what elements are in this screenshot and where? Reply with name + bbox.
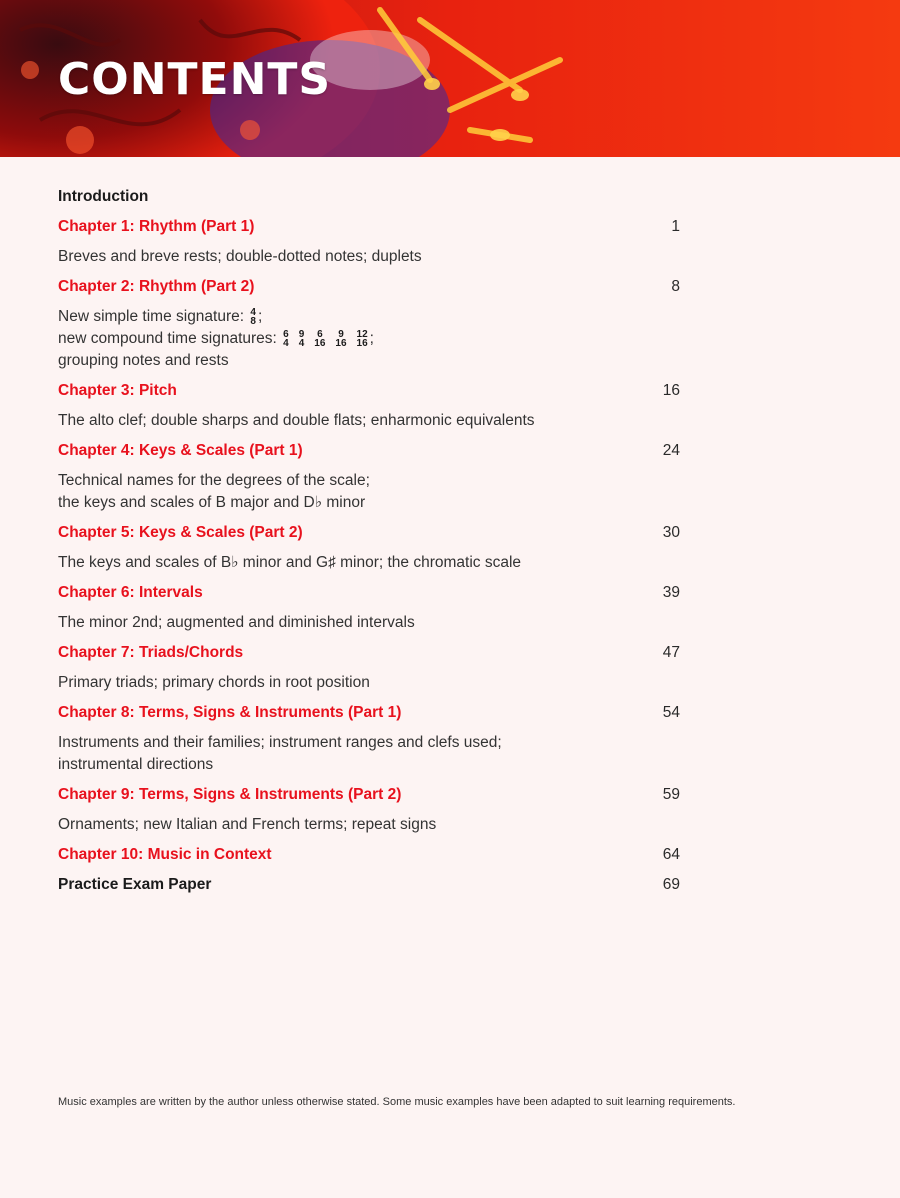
page-number: 16: [662, 382, 680, 399]
chapter-title[interactable]: Chapter 1: Rhythm (Part 1): [58, 218, 255, 235]
page-number: 54: [662, 704, 680, 721]
time-signature-4-8: [250, 308, 256, 326]
chapter-title[interactable]: Chapter 7: Triads/Chords: [58, 644, 244, 661]
description-line: Technical names for the degrees of the scale;: [58, 472, 370, 489]
time-sig-bottom: 4: [298, 337, 305, 349]
time-signature: [283, 330, 289, 348]
chapter-title[interactable]: Chapter 3: Pitch: [58, 382, 177, 399]
description-line: Primary triads; primary chords in root position: [58, 674, 370, 691]
chapter-title[interactable]: Chapter 9: Terms, Signs & Instruments (Part 2): [58, 786, 402, 803]
chapter-description: [58, 306, 680, 372]
time-signature: [357, 330, 368, 348]
time-signature: [335, 330, 346, 348]
table-of-contents: [58, 186, 680, 904]
footer-note: Music examples are written by the author unless otherwise stated. Some music examples have been adapted to suit learning requirements.: [58, 1096, 736, 1108]
page-number: 69: [662, 876, 680, 893]
description-line: the keys and scales of B major and D♭ minor: [58, 494, 366, 511]
chapter-description: [58, 672, 680, 694]
description-line: Breves and breve rests; double-dotted notes; duplets: [58, 248, 422, 265]
toc-entry-chapter-8[interactable]: [58, 702, 680, 732]
chapter-title[interactable]: Chapter 10: Music in Context: [58, 846, 272, 863]
time-sig-top: 4: [250, 306, 256, 318]
chapter-description: [58, 732, 680, 776]
page-number: 39: [662, 584, 680, 601]
chapter-description: [58, 246, 680, 268]
toc-entry-chapter-2[interactable]: [58, 276, 680, 306]
description-line: grouping notes and rests: [58, 352, 229, 369]
toc-entry-introduction[interactable]: [58, 186, 680, 216]
toc-entry-chapter-10[interactable]: [58, 844, 680, 874]
page-number: 1: [671, 218, 680, 235]
time-sig-bottom: 16: [356, 337, 368, 349]
page-number: 30: [662, 524, 680, 541]
chapter-description: [58, 612, 680, 634]
toc-entry-chapter-4[interactable]: [58, 440, 680, 470]
time-sig-top: 6: [283, 328, 289, 340]
page-number: 59: [662, 786, 680, 803]
page-number: 64: [662, 846, 680, 863]
chapter-title[interactable]: Chapter 8: Terms, Signs & Instruments (Part 1): [58, 704, 402, 721]
toc-entry-chapter-6[interactable]: [58, 582, 680, 612]
time-sig-top: 9: [298, 328, 305, 340]
time-sig-bottom: 4: [283, 337, 289, 349]
chapter-description: [58, 552, 680, 574]
description-line: Instruments and their families; instrument ranges and clefs used;: [58, 734, 502, 751]
header-banner: [0, 0, 900, 157]
page-number: 8: [671, 278, 680, 295]
time-sig-bottom: 8: [250, 315, 256, 327]
toc-entry-practice-exam[interactable]: [58, 874, 680, 904]
description-line: instrumental directions: [58, 756, 214, 773]
time-sig-top: 9: [338, 328, 344, 340]
time-sig-bottom: 16: [314, 337, 326, 349]
chapter-description: [58, 814, 680, 836]
chapter-description: [58, 410, 680, 432]
toc-entry-chapter-7[interactable]: [58, 642, 680, 672]
toc-entry-chapter-1[interactable]: [58, 216, 680, 246]
chapter-description: [58, 470, 680, 514]
chapter-title[interactable]: Chapter 6: Intervals: [58, 584, 203, 601]
description-line: The keys and scales of B♭ minor and G♯ minor; the chromatic scale: [58, 554, 522, 571]
description-line: New simple time signature: 4 8 ;: [58, 306, 263, 327]
page-title: CONTENTS: [58, 54, 332, 105]
toc-entry-chapter-9[interactable]: [58, 784, 680, 814]
description-text: New simple time signature:: [58, 308, 245, 325]
time-signature: [314, 330, 325, 348]
description-line: Ornaments; new Italian and French terms; repeat signs: [58, 816, 437, 833]
description-text: new compound time signatures:: [58, 330, 277, 347]
time-sig-top: 6: [317, 328, 323, 340]
time-sig-top: 12: [356, 328, 368, 340]
description-line: new compound time signatures: 6 4 9 4 6 16 9 16 12 16 ;: [58, 328, 374, 349]
time-signature: [299, 330, 305, 348]
toc-entry-chapter-5[interactable]: [58, 522, 680, 552]
page-number: 24: [662, 442, 680, 459]
chapter-title[interactable]: Chapter 4: Keys & Scales (Part 1): [58, 442, 303, 459]
practice-exam-title[interactable]: Practice Exam Paper: [58, 876, 212, 893]
description-line: The alto clef; double sharps and double flats; enharmonic equivalents: [58, 412, 535, 429]
time-sig-bottom: 16: [335, 337, 347, 349]
chapter-title[interactable]: Chapter 5: Keys & Scales (Part 2): [58, 524, 303, 541]
chapter-title[interactable]: Chapter 2: Rhythm (Part 2): [58, 278, 255, 295]
description-line: The minor 2nd; augmented and diminished intervals: [58, 614, 415, 631]
toc-entry-chapter-3[interactable]: [58, 380, 680, 410]
compound-time-signatures: [281, 330, 370, 348]
toc-introduction-label[interactable]: Introduction: [58, 188, 149, 205]
page-number: 47: [662, 644, 680, 661]
